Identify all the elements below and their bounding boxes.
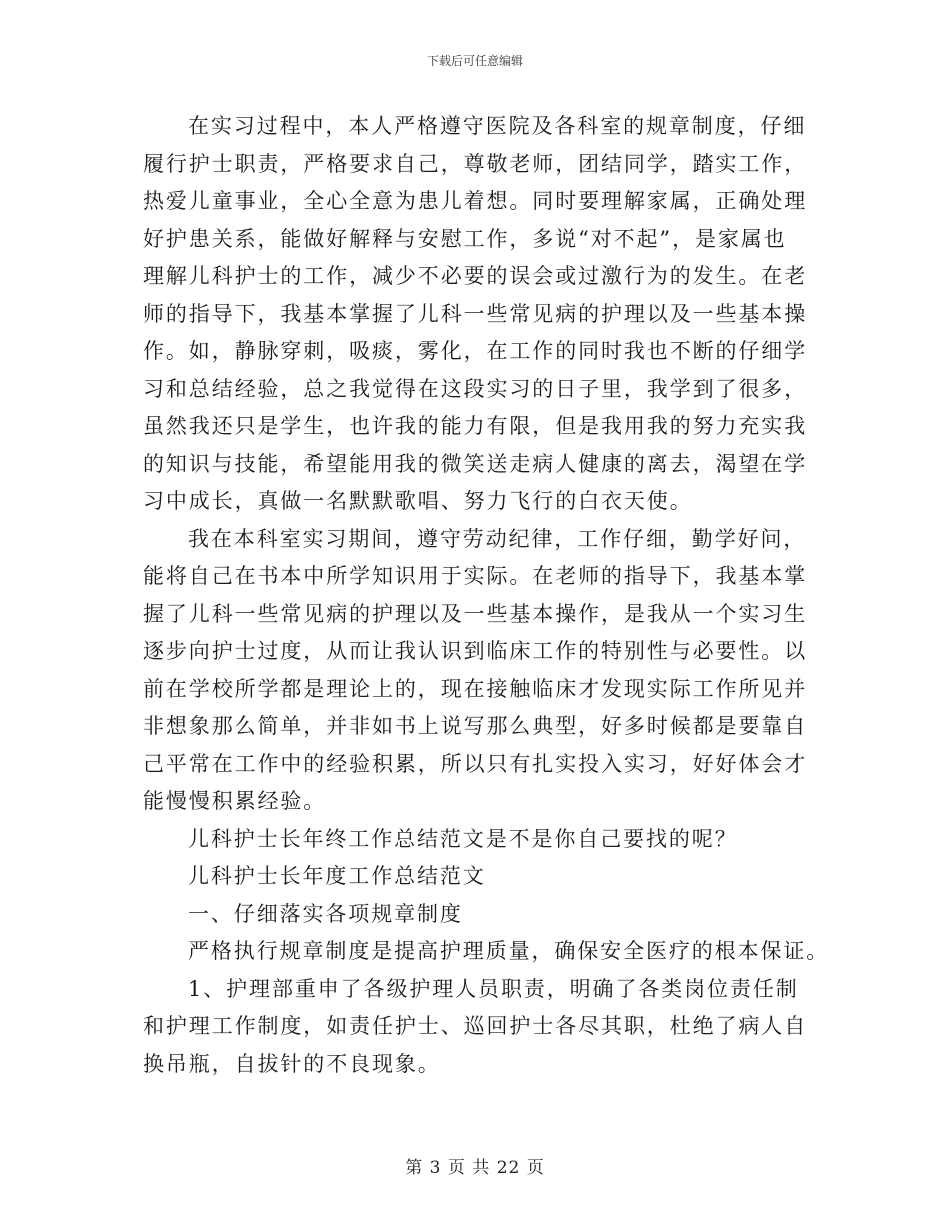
- paragraph-internship-conduct: 在实习过程中，本人严格遵守医院及各科室的规章制度，仔细履行护士职责，严格要求自己，尊敬老师，团结同学，踏实工作，热爱儿童事业，全心全意为患儿着想。同时要理解家属，正确处理好护患关系，能做好解释与安慰工作，多说“对不起”，是家属也理解儿科护士的工作，减少不必要的误会或过激行为的发生。在老师的指导下，我基本掌握了儿科一些常见病的护理以及一些基本操作。如，静脉穿刺，吸痰，雾化，在工作的同时我也不断的仔细学习和总结经验，总之我觉得在这段实习的日子里，我学到了很多，虽然我还只是学生，也许我的能力有限，但是我用我的努力充实我的知识与技能，希望能用我的微笑送走病人健康的离去，渴望在学习中成长，真做一名默默歌唱、努力飞行的白衣天使。: [143, 114, 808, 513]
- page-number: 第 3 页 共 22 页: [405, 1158, 545, 1178]
- paragraph-item-1: 1、护理部重申了各级护理人员职责，明确了各类岗位责任制和护理工作制度，如责任护士、巡回护士各尽其职，杜绝了病人自换吊瓶，自拔针的不良现象。: [143, 976, 808, 1076]
- paragraph-rules-intro: 严格执行规章制度是提高护理质量，确保安全医疗的根本保证。: [188, 939, 830, 963]
- section-heading-rules: 一、仔细落实各项规章制度: [188, 901, 463, 926]
- document-body: [143, 108, 830, 1083]
- section-title: 儿科护士长年度工作总结范文: [188, 864, 486, 888]
- paragraph-department-internship: 我在本科室实习期间，遵守劳动纪律，工作仔细，勤学好问，能将自己在书本中所学知识用于实际。在老师的指导下，我基本掌握了儿科一些常见病的护理以及一些基本操作，是我从一个实习生逐步向护士过度，从而让我认识到临床工作的特别性与必要性。以前在学校所学都是理论上的，现在接触临床才发现实际工作所见并非想象那么简单，并非如书上说写那么典型，好多时候都是要靠自己平常在工作中的经验积累，所以只有扎实投入实习，好好体会才能慢慢积累经验。: [143, 526, 808, 813]
- paragraph-transition-question: 儿科护士长年终工作总结范文是不是你自己要找的呢？: [188, 826, 738, 851]
- header-note: 下载后可任意编辑: [426, 54, 523, 68]
